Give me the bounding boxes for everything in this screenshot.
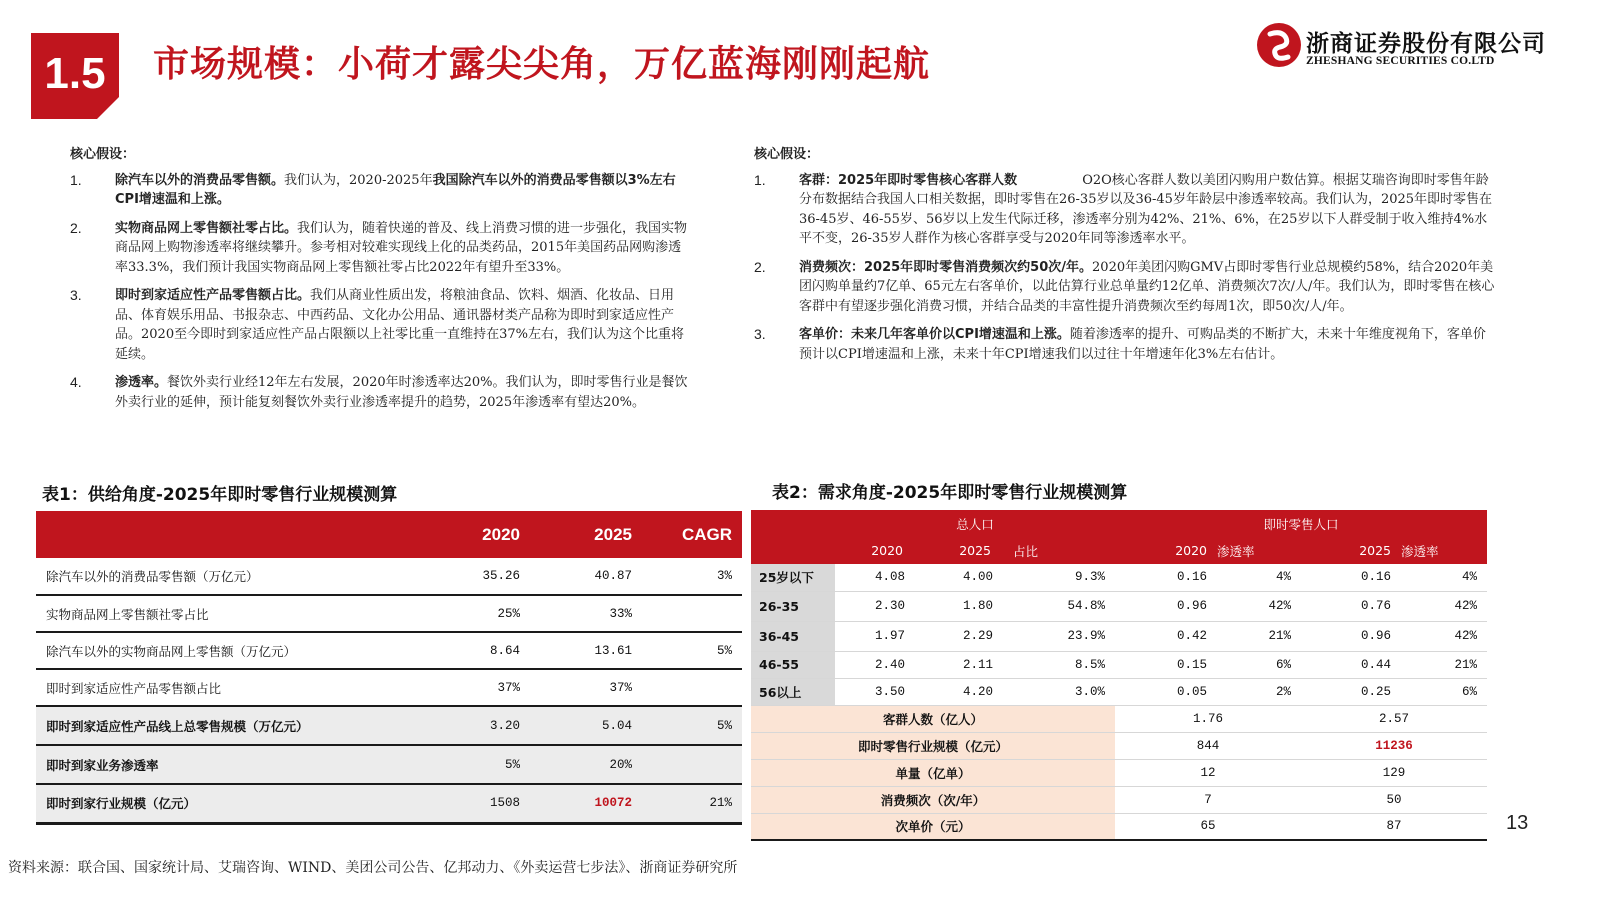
summary-2020: 1.76 [1115, 705, 1301, 732]
item-number: 2. [70, 219, 82, 236]
assumption-item [754, 171, 1498, 249]
value-2025: 5.04 [546, 706, 654, 745]
group-header: 总人口 [835, 510, 1115, 537]
summary-2025: 129 [1301, 759, 1487, 786]
penetration-2025: 42% [1401, 621, 1487, 651]
retail-pop-2025: 0.25 [1301, 678, 1401, 705]
zheshang-logo-icon [1256, 22, 1302, 68]
assumption-item [70, 373, 692, 412]
page-title: 市场规模：小荷才露尖尖角，万亿蓝海刚刚起航 [153, 44, 931, 85]
share: 3.0% [1003, 678, 1115, 705]
summary-row [751, 705, 1487, 732]
table-row [751, 621, 1487, 651]
left-assumptions [70, 145, 692, 421]
summary-2020: 7 [1115, 786, 1301, 813]
table-row [36, 669, 742, 706]
age-group: 46-55 [751, 651, 835, 678]
sub-header: 2025 [915, 537, 1003, 564]
retail-pop-2020: 0.05 [1115, 678, 1217, 705]
sub-header: 2025 [1301, 537, 1401, 564]
value-2020: 35.26 [426, 558, 546, 595]
value-2025: 20% [546, 745, 654, 784]
header-cell: 2020 [426, 511, 546, 558]
summary-label: 消费频次（次/年） [751, 786, 1115, 813]
table-row [751, 564, 1487, 591]
source-note: 资料来源：联合国、国家统计局、艾瑞咨询、WIND、美团公司公告、亿邦动力、《外卖运营七步法》、浙商证券研究所 [8, 860, 738, 876]
item-bold: 除汽车以外的消费品零售额。 [115, 172, 285, 188]
value-2020: 5% [426, 745, 546, 784]
population-2020: 4.08 [835, 564, 915, 591]
penetration-2020: 2% [1217, 678, 1301, 705]
supply-side-table [36, 511, 742, 825]
table-header-row [36, 511, 742, 558]
item-text: 随着渗透率的提升、可购品类的不断扩大，未来十年维度视角下，客单价预计以CPI增速温和上涨，未来十年CPI增速我们以过往十年增速年化3%左右估计。 [799, 327, 1486, 362]
penetration-2025: 42% [1401, 591, 1487, 621]
sub-header-row [751, 537, 1487, 564]
row-label: 即时到家业务渗透率 [36, 745, 426, 784]
population-2025: 1.80 [915, 591, 1003, 621]
age-group: 36-45 [751, 621, 835, 651]
table2-title: 表2：需求角度-2025年即时零售行业规模测算 [772, 483, 1128, 503]
item-number: 2. [754, 258, 766, 275]
item-bold: 渗透率。 [115, 375, 168, 390]
item-text: 2020年美团闪购GMV占即时零售行业总规模约58%，结合2020年美团闪购单量约7亿单、65元左右客单价，以此估算行业总单量约12亿单、消费频次7次/人/年。我们认为，即时零售在核心客群中有望逐步强化消费习惯，并结合品类的丰富性提升消费频次至约每周1次，即50次/人/年。 [799, 259, 1495, 314]
retail-pop-2025: 0.76 [1301, 591, 1401, 621]
population-2025: 2.29 [915, 621, 1003, 651]
table-row [36, 558, 742, 595]
item-number: 3. [754, 326, 766, 342]
penetration-2020: 4% [1217, 564, 1301, 591]
summary-label: 即时零售行业规模（亿元） [751, 732, 1115, 759]
value-cagr: 3% [654, 558, 742, 595]
row-label: 即时到家行业规模（亿元） [36, 784, 426, 823]
population-2025: 4.20 [915, 678, 1003, 705]
row-label: 即时到家适应性产品线上总零售规模（万亿元） [36, 706, 426, 745]
table-row [36, 632, 742, 669]
value-2020: 1508 [426, 784, 546, 823]
row-label: 除汽车以外的消费品零售额（万亿元） [36, 558, 426, 595]
table-row [751, 651, 1487, 678]
population-2020: 1.97 [835, 621, 915, 651]
summary-2025: 50 [1301, 786, 1487, 813]
group-header: 即时零售人口 [1115, 510, 1487, 537]
item-bold: 消费频次：2025年即时零售消费频次约50次/年。 [799, 259, 1093, 275]
summary-row [751, 732, 1487, 759]
summary-row [751, 786, 1487, 813]
summary-2025: 2.57 [1301, 705, 1487, 732]
assumption-item [754, 258, 1498, 317]
retail-pop-2025: 0.96 [1301, 621, 1401, 651]
item-text: 我们认为，随着快递的普及、线上消费习惯的进一步强化，我国实物商品网上购物渗透率将继续攀升。参考相对较难实现线上化的品类药品，2015年美国药品网购渗透率33.3%，我们预计我国实物商品网上零售额社零占比2022年有望升至33%。 [115, 220, 688, 275]
summary-label: 次单价（元） [751, 813, 1115, 840]
value-2025-highlight: 10072 [546, 784, 654, 823]
retail-pop-2025: 0.16 [1301, 564, 1401, 591]
value-2020: 37% [426, 669, 546, 706]
penetration-2020: 6% [1217, 651, 1301, 678]
table1-title: 表1：供给角度-2025年即时零售行业规模测算 [42, 485, 398, 505]
assumption-item [70, 219, 692, 278]
sub-header: 占比 [1003, 537, 1115, 564]
penetration-2025: 6% [1401, 678, 1487, 705]
sub-header: 2020 [835, 537, 915, 564]
value-2025: 40.87 [546, 558, 654, 595]
item-number: 4. [70, 374, 82, 390]
value-cagr: 5% [654, 706, 742, 745]
section-badge [31, 33, 119, 119]
value-2025: 13.61 [546, 632, 654, 669]
table-row [36, 784, 742, 823]
table-row [36, 745, 742, 784]
retail-pop-2020: 0.16 [1115, 564, 1217, 591]
item-number: 1. [70, 171, 82, 188]
summary-2025-highlight: 11236 [1301, 732, 1487, 759]
value-cagr: 5% [654, 632, 742, 669]
value-cagr [654, 595, 742, 632]
share: 23.9% [1003, 621, 1115, 651]
summary-2020: 65 [1115, 813, 1301, 840]
item-bold: 即时到家适应性产品零售额占比。 [115, 288, 311, 303]
share: 54.8% [1003, 591, 1115, 621]
summary-2020: 12 [1115, 759, 1301, 786]
summary-2025: 87 [1301, 813, 1487, 840]
company-name-cn: 浙商证券股份有限公司 [1306, 31, 1546, 57]
penetration-2025: 4% [1401, 564, 1487, 591]
population-2020: 2.40 [835, 651, 915, 678]
population-2020: 3.50 [835, 678, 915, 705]
retail-pop-2020: 0.96 [1115, 591, 1217, 621]
retail-pop-2020: 0.42 [1115, 621, 1217, 651]
table-row [751, 678, 1487, 705]
summary-label: 单量（亿单） [751, 759, 1115, 786]
value-cagr [654, 669, 742, 706]
value-2020: 8.64 [426, 632, 546, 669]
right-assumptions [754, 145, 1498, 373]
share: 9.3% [1003, 564, 1115, 591]
age-group: 26-35 [751, 591, 835, 621]
item-number: 1. [754, 171, 766, 188]
assumption-item [754, 325, 1498, 364]
table-row [36, 595, 742, 632]
page-number: 13 [1506, 812, 1529, 834]
summary-2020: 844 [1115, 732, 1301, 759]
row-label: 即时到家适应性产品零售额占比 [36, 669, 426, 706]
retail-pop-2025: 0.44 [1301, 651, 1401, 678]
table-row [751, 591, 1487, 621]
value-cagr: 21% [654, 784, 742, 823]
assumption-item [70, 286, 692, 364]
section-number: 1.5 [44, 49, 106, 98]
item-text: 餐饮外卖行业经12年左右发展，2020年时渗透率达20%。我们认为，即时零售行业是餐饮外卖行业的延伸，预计能复刻餐饮外卖行业渗透率提升的趋势，2025年渗透率有望达20%。 [115, 375, 688, 410]
header-cell [751, 537, 835, 564]
item-bold-2: 我国除汽车以外的消费品零售额以3%左右CPI增速温和上涨。 [115, 172, 676, 207]
summary-row [751, 759, 1487, 786]
penetration-2020: 42% [1217, 591, 1301, 621]
item-bold: 客群：2025年即时零售核心客群人数 [799, 172, 1018, 188]
group-header-row [751, 510, 1487, 537]
item-number: 3. [70, 287, 82, 303]
sub-header: 渗透率 [1217, 537, 1301, 564]
item-text: 我们认为，2020-2025年 [284, 172, 433, 188]
header-cell: 2025 [546, 511, 654, 558]
population-2025: 2.11 [915, 651, 1003, 678]
item-text: 我们从商业性质出发，将粮油食品、饮料、烟酒、化妆品、日用品、体育娱乐用品、书报杂志、中西药品、文化办公用品、通讯器材类产品称为即时到家适应性产品。2020至今即时到家适应性产品占限额以上社零比重一直维持在37%左右，我们认为这个比重将延续。 [115, 288, 684, 362]
table-row [36, 706, 742, 745]
row-label: 实物商品网上零售额社零占比 [36, 595, 426, 632]
share: 8.5% [1003, 651, 1115, 678]
sub-header: 2020 [1115, 537, 1217, 564]
item-bold: 客单价：未来几年客单价以CPI增速温和上涨。 [799, 327, 1070, 342]
retail-pop-2020: 0.15 [1115, 651, 1217, 678]
sub-header: 渗透率 [1401, 537, 1487, 564]
age-group: 25岁以下 [751, 564, 835, 591]
header-cell [751, 510, 835, 537]
item-bold: 实物商品网上零售额社零占比。 [115, 220, 298, 236]
assumptions-heading: 核心假设： [70, 147, 136, 162]
value-2020: 25% [426, 595, 546, 632]
summary-row [751, 813, 1487, 840]
value-2020: 3.20 [426, 706, 546, 745]
assumptions-heading: 核心假设： [754, 147, 820, 162]
value-cagr [654, 745, 742, 784]
company-name-en: ZHESHANG SECURITIES CO.LTD [1306, 55, 1495, 67]
header-cell: CAGR [654, 511, 742, 558]
assumption-item [70, 171, 692, 210]
summary-label: 客群人数（亿人） [751, 705, 1115, 732]
penetration-2025: 21% [1401, 651, 1487, 678]
item-text: O2O核心客群人数以美团闪购用户数估算。根据艾瑞咨询即时零售年龄分布数据结合我国人口相关数据，即时零售在26-35岁以及36-45岁年龄层中渗透率较高。我们认为，2025年即时零售在36-45岁、46-55岁、56岁以上发生代际迁移，渗透率分别为42%、21%、6%，在25岁以下人群受制于收入维持4%水平不变，26-35岁人群作为核心客群享受与2020年同等渗透率水平。 [799, 172, 1493, 246]
value-2025: 33% [546, 595, 654, 632]
population-2020: 2.30 [835, 591, 915, 621]
header-cell [36, 511, 426, 558]
row-label: 除汽车以外的实物商品网上零售额（万亿元） [36, 632, 426, 669]
demand-side-table [751, 510, 1487, 841]
penetration-2020: 21% [1217, 621, 1301, 651]
value-2025: 37% [546, 669, 654, 706]
population-2025: 4.00 [915, 564, 1003, 591]
age-group: 56以上 [751, 678, 835, 705]
